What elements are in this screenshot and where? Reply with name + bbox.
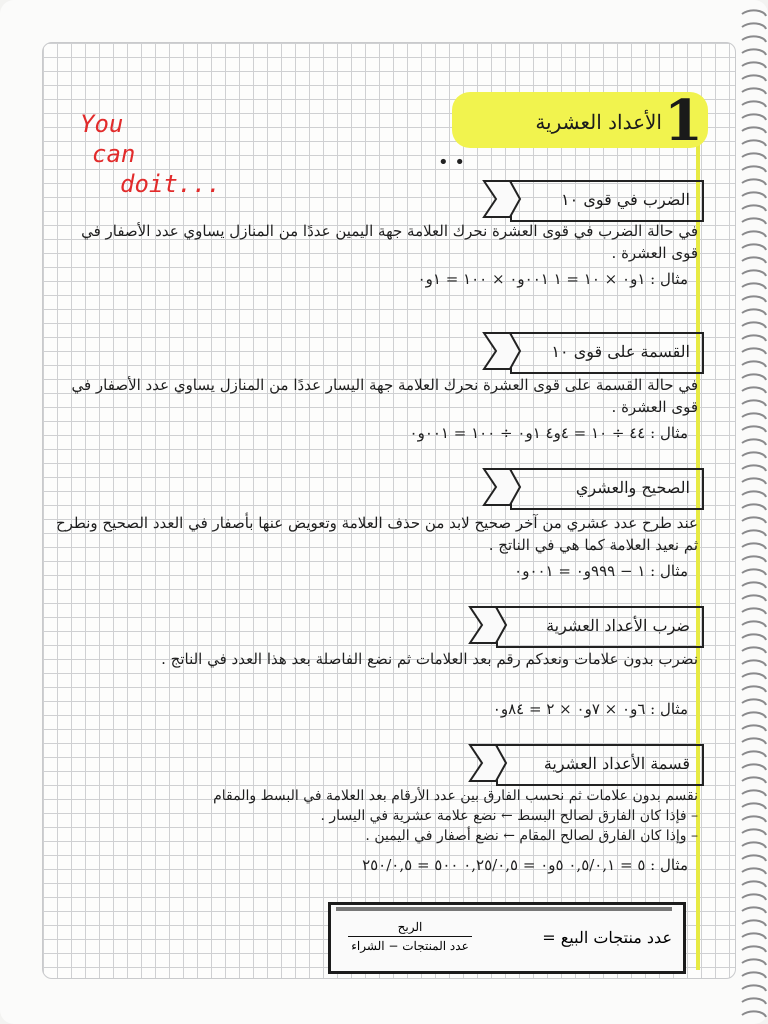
- spiral-coil: [742, 777, 766, 783]
- note-line-2: can: [92, 140, 136, 168]
- arrow-tab-icon: [482, 332, 522, 370]
- spiral-coil: [742, 62, 766, 68]
- spiral-coil: [742, 1011, 766, 1017]
- spiral-coil: [742, 738, 766, 744]
- arrow-tab-icon: [482, 468, 522, 506]
- spiral-coil: [742, 218, 766, 224]
- note-line-1: You: [80, 110, 124, 138]
- spiral-coil: [742, 49, 766, 55]
- spiral-coil: [742, 829, 766, 835]
- spiral-coil: [742, 231, 766, 237]
- spiral-coil: [742, 127, 766, 133]
- section-1-example: مثال : ١و٠ × ١٠ = ١ ٠٠١و٠ × ١٠٠ = ١و٠: [417, 270, 688, 288]
- spiral-coil: [742, 36, 766, 42]
- spiral-coil: [742, 465, 766, 471]
- arrow-tab-icon: [468, 744, 508, 782]
- spiral-coil: [742, 244, 766, 250]
- spiral-coil: [742, 946, 766, 952]
- formula-fraction: [348, 920, 472, 953]
- spiral-coil: [742, 439, 766, 445]
- formula-box-shading: [336, 907, 672, 911]
- chapter-title: الأعداد العشرية: [535, 110, 662, 134]
- spiral-coil: [742, 595, 766, 601]
- spiral-coil: [742, 166, 766, 172]
- spiral-coil: [742, 296, 766, 302]
- section-2-example: مثال : ٤٤ ÷ ١٠ = ٤و٤ ١و٠ ÷ ١٠٠ = ٠٠١و٠: [409, 424, 688, 442]
- spiral-coil: [742, 101, 766, 107]
- section-label-whole-and-decimal: الصحيح والعشري: [510, 468, 704, 510]
- spiral-coil: [742, 23, 766, 29]
- spiral-coil: [742, 374, 766, 380]
- spiral-coil: [742, 751, 766, 757]
- spiral-coil: [742, 517, 766, 523]
- arrow-tab-icon: [468, 606, 508, 644]
- spiral-coil: [742, 491, 766, 497]
- arrow-tab-icon: [482, 180, 522, 218]
- spiral-coil: [742, 556, 766, 562]
- spiral-coil: [742, 400, 766, 406]
- motivational-note: [80, 110, 250, 200]
- spiral-coil: [742, 530, 766, 536]
- formula-lhs: عدد منتجات البيع =: [542, 928, 672, 947]
- spiral-coil: [742, 686, 766, 692]
- spiral-coil: [742, 894, 766, 900]
- spiral-coil: [742, 179, 766, 185]
- section-label-multiplication-powers: الضرب في قوى ١٠: [510, 180, 704, 222]
- spiral-coil: [742, 335, 766, 341]
- note-line-3: doit...: [120, 170, 222, 198]
- spiral-coil: [742, 816, 766, 822]
- section-5-example: مثال : ٥ = ٠,٥/٠,١ ٥و٠ = ٠,٢٥/٠,٥ ٥٠٠ = ٢٥٠/٠,٥: [362, 856, 688, 874]
- spiral-coil: [742, 140, 766, 146]
- formula-denominator: عدد المنتجات − الشراء: [351, 939, 469, 953]
- spiral-coil: [742, 114, 766, 120]
- spiral-coil: [742, 985, 766, 991]
- spiral-coil: [742, 153, 766, 159]
- section-5-line-3: – وإذا كان الفارق لصالح المقام ← نضع أصفار في اليمين .: [365, 828, 698, 844]
- spiral-coil: [742, 569, 766, 575]
- section-4-example: مثال : ٦و٠ × ٧و٠ × ٢ = ٨٤و٠: [492, 700, 688, 718]
- spiral-coil: [742, 803, 766, 809]
- section-1-text: في حالة الضرب في قوى العشرة نحرك العلامة جهة اليمين عددًا من المنازل يساوي عدد الأصفار في قوى العشرة .: [81, 222, 698, 262]
- spiral-coil: [742, 322, 766, 328]
- section-3-example: مثال : ١ − ٩٩٩و٠ = ٠٠١و٠: [514, 562, 688, 580]
- spiral-coil: [742, 348, 766, 354]
- spiral-coil: [742, 608, 766, 614]
- spiral-coil: [742, 309, 766, 315]
- spiral-coil: [742, 582, 766, 588]
- section-5-line-1: نقسم بدون علامات ثم نحسب الفارق بين عدد الأرقام بعد العلامة في البسط والمقام: [213, 788, 698, 804]
- spiral-coil: [742, 88, 766, 94]
- spiral-coil: [742, 998, 766, 1004]
- section-5-text: [58, 786, 698, 846]
- spiral-coil: [742, 257, 766, 263]
- spiral-coil: [742, 881, 766, 887]
- spiral-coil: [742, 712, 766, 718]
- spiral-coil: [742, 933, 766, 939]
- spiral-coil: [742, 647, 766, 653]
- spiral-coil: [742, 868, 766, 874]
- spiral-coil: [742, 270, 766, 276]
- section-2-text: في حالة القسمة على قوى العشرة نحرك العلامة جهة اليسار عددًا من المنازل يساوي عدد الأصفار في قوى العشرة .: [71, 376, 698, 416]
- spiral-coil: [742, 660, 766, 666]
- spiral-coil: [742, 478, 766, 484]
- section-3-text: عند طرح عدد عشري من آخر صحيح لابد من حذف العلامة وتعويض عنها بأصفار في العدد الصحيح ونطرح ثم نعيد العلامة كما هي في الناتج .: [55, 514, 698, 554]
- section-4-text: نضرب بدون علامات ونعدكم رقم بعد العلامات ثم نضع الفاصلة بعد هذا العدد في الناتج .: [161, 650, 698, 668]
- spiral-coil: [742, 621, 766, 627]
- section-label-decimal-multiplication: ضرب الأعداد العشرية: [496, 606, 704, 648]
- spiral-coil: [742, 907, 766, 913]
- spiral-coil: [742, 361, 766, 367]
- spiral-coil: [742, 855, 766, 861]
- section-5-line-2: – فإذا كان الفارق لصالح البسط ← نضع علامة عشرية في اليسار .: [320, 808, 698, 824]
- spiral-coil: [742, 725, 766, 731]
- chapter-number: 1: [664, 88, 703, 154]
- spiral-binding: [740, 0, 768, 1024]
- section-label-decimal-division: قسمة الأعداد العشرية: [496, 744, 704, 786]
- spiral-coil: [742, 283, 766, 289]
- spiral-coil: [742, 387, 766, 393]
- spiral-coil: [742, 699, 766, 705]
- spiral-coil: [742, 920, 766, 926]
- spiral-coil: [742, 972, 766, 978]
- spiral-coil: [742, 790, 766, 796]
- spiral-coil: [742, 10, 766, 16]
- spiral-coil: [742, 192, 766, 198]
- spiral-coil: [742, 634, 766, 640]
- spiral-coil: [742, 959, 766, 965]
- section-label-division-powers: القسمة على قوى ١٠: [510, 332, 704, 374]
- spiral-coil: [742, 543, 766, 549]
- spiral-coil: [742, 764, 766, 770]
- spiral-coil: [742, 205, 766, 211]
- spiral-coil: [742, 842, 766, 848]
- spiral-coil: [742, 504, 766, 510]
- spiral-coil: [742, 452, 766, 458]
- spiral-coil: [742, 75, 766, 81]
- spiral-coil: [742, 413, 766, 419]
- spiral-coil: [742, 673, 766, 679]
- formula-numerator: الربح: [348, 920, 472, 937]
- spiral-coil: [742, 426, 766, 432]
- title-dots: • •: [438, 152, 465, 173]
